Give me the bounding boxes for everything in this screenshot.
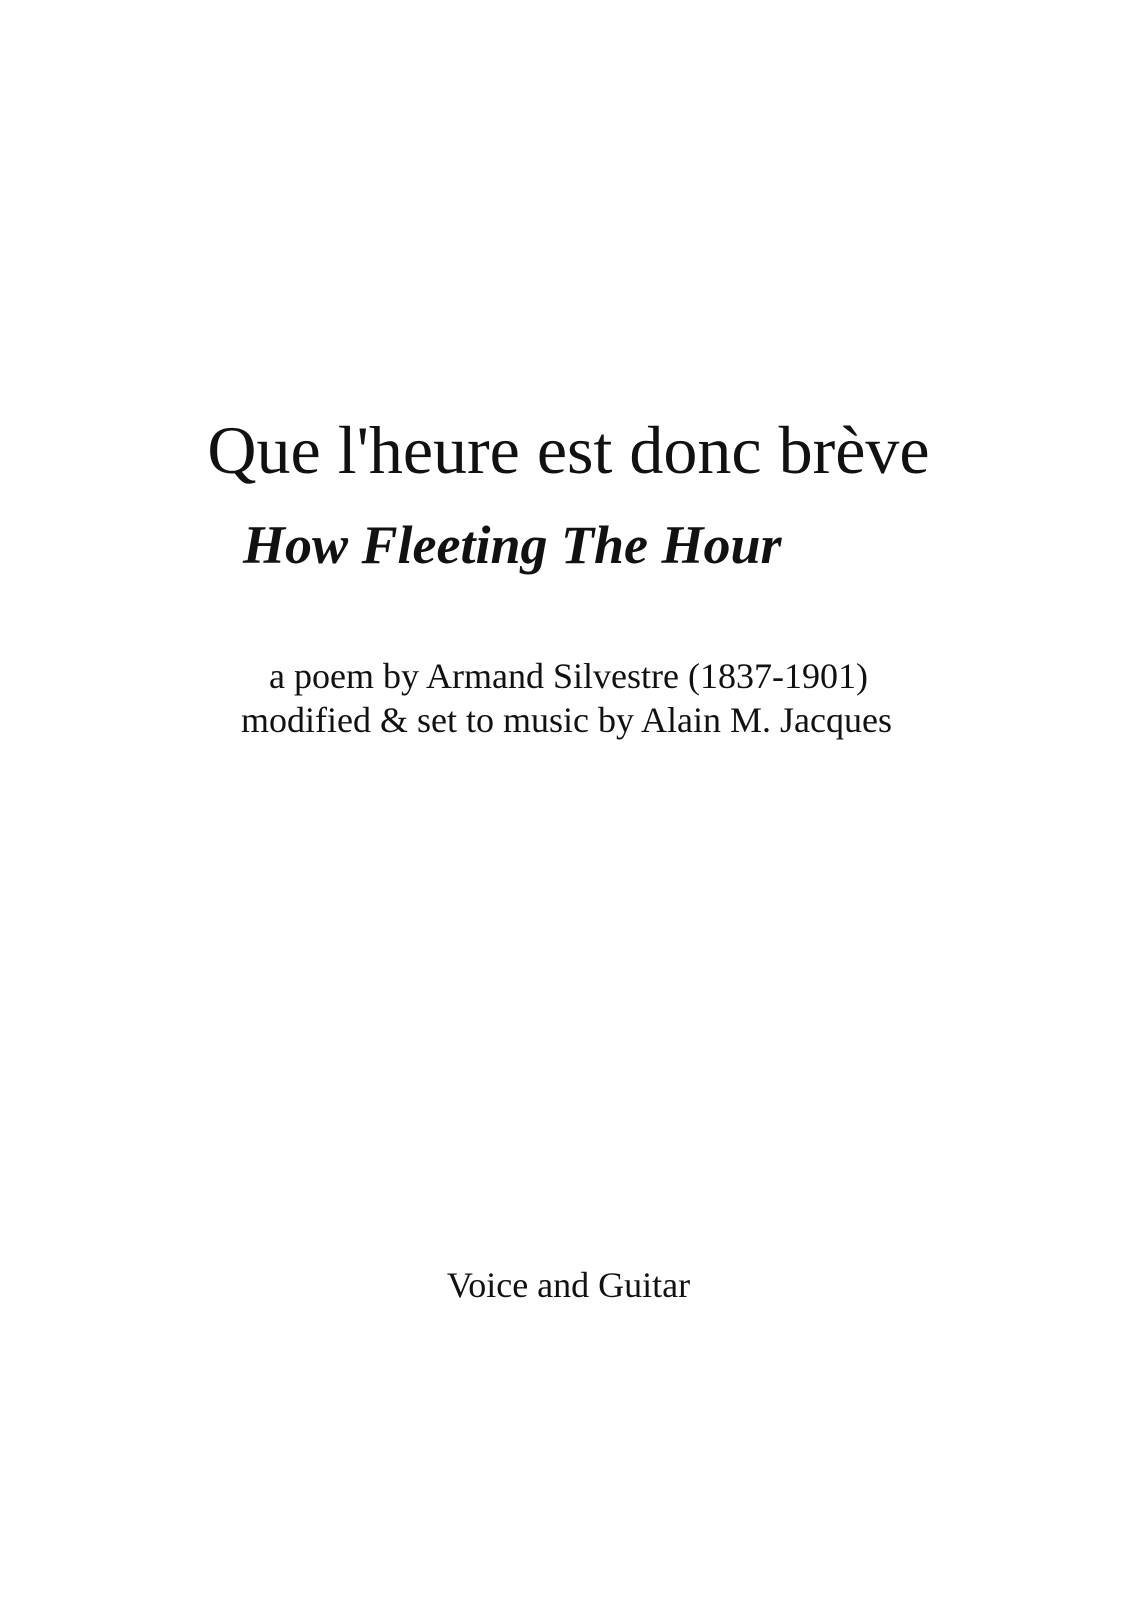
page-title: Que l'heure est donc brève <box>207 412 930 488</box>
instrumentation-label: Voice and Guitar <box>446 1265 691 1305</box>
credits-block <box>0 654 1133 742</box>
music-credit: modified & set to music by Alain M. Jacques <box>241 700 892 740</box>
poem-credit: a poem by Armand Silvestre (1837-1901) <box>269 656 868 696</box>
page-subtitle: How Fleeting The Hour <box>243 515 782 575</box>
